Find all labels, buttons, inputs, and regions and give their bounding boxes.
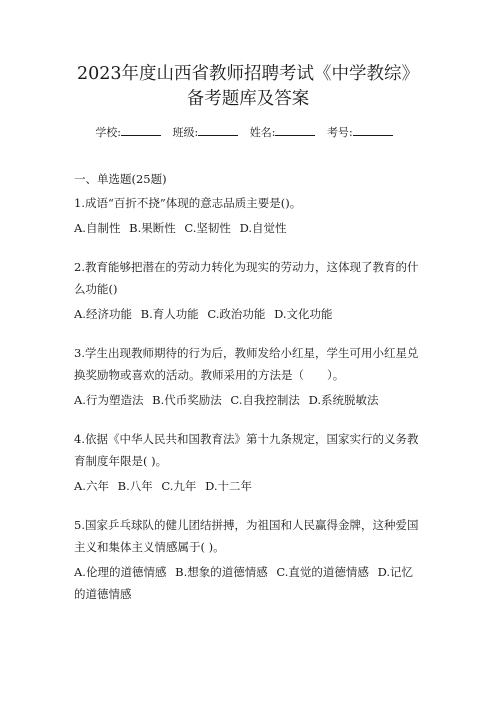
class-blank [198, 125, 238, 136]
option-b: B.想象的道德情感 [175, 565, 268, 579]
exam-number-blank [353, 125, 393, 136]
option-c: C.自我控制法 [230, 393, 300, 407]
question-options [74, 217, 422, 239]
question-5 [74, 514, 422, 605]
document-title-line2: 备考题库及答案 [186, 89, 310, 109]
name-blank [275, 125, 315, 136]
exam-number-label: 考号: [326, 126, 353, 139]
option-b: B.代币奖励法 [152, 393, 222, 407]
question-options [74, 475, 422, 497]
student-info-row [74, 124, 422, 140]
question-stem: 4.依据《中华人民共和国教育法》第十九条规定，国家实行的义务教育制度年限是( )。 [74, 432, 419, 468]
option-b: B.果断性 [129, 221, 176, 235]
document-title-line1: 2023年度山西省教师招聘考试《中学教综》 [76, 64, 420, 84]
option-c: C.直觉的道德情感 [276, 565, 369, 579]
option-b: B.八年 [117, 479, 153, 493]
option-d: D.系统脱敏法 [308, 393, 379, 407]
name-label: 姓名: [249, 126, 276, 139]
option-d: D.十二年 [205, 479, 253, 493]
option-a: A.自制性 [74, 221, 121, 235]
option-a: A.行为塑造法 [74, 393, 144, 407]
question-stem: 1.成语“百折不挠”体现的意志品质主要是()。 [74, 196, 302, 210]
school-label: 学校: [95, 126, 122, 139]
option-a: A.经济功能 [74, 307, 132, 321]
question-options [74, 389, 422, 411]
question-options [74, 303, 422, 325]
section-heading: 一、单选题(25题) [74, 172, 167, 186]
question-stem: 3.学生出现教师期待的行为后，教师发给小红星，学生可用小红星兑换奖励物或喜欢的活动。教师采用的方法是（ ）。 [74, 346, 419, 382]
question-3 [74, 342, 422, 411]
question-4 [74, 428, 422, 497]
question-options [74, 561, 422, 605]
option-b: B.育人功能 [140, 307, 199, 321]
school-blank [121, 125, 161, 136]
option-c: C.九年 [161, 479, 197, 493]
class-label: 班级: [172, 126, 199, 139]
question-stem: 5.国家乒乓球队的健儿团结拼搏，为祖国和人民赢得金牌，这种爱国主义和集体主义情感属于( )。 [74, 518, 419, 554]
option-c: C.政治功能 [207, 307, 266, 321]
option-a: A.伦理的道德情感 [74, 565, 167, 579]
question-stem: 2.教育能够把潜在的劳动力转化为现实的劳动力，这体现了教育的什么功能() [74, 260, 419, 296]
option-a: A.六年 [74, 479, 109, 493]
option-c: C.坚韧性 [184, 221, 231, 235]
option-d: D.自觉性 [239, 221, 287, 235]
option-d: D.文化功能 [274, 307, 333, 321]
question-1 [74, 192, 422, 239]
option-d: D.记忆的道德情感 [74, 565, 414, 601]
question-2 [74, 256, 422, 325]
